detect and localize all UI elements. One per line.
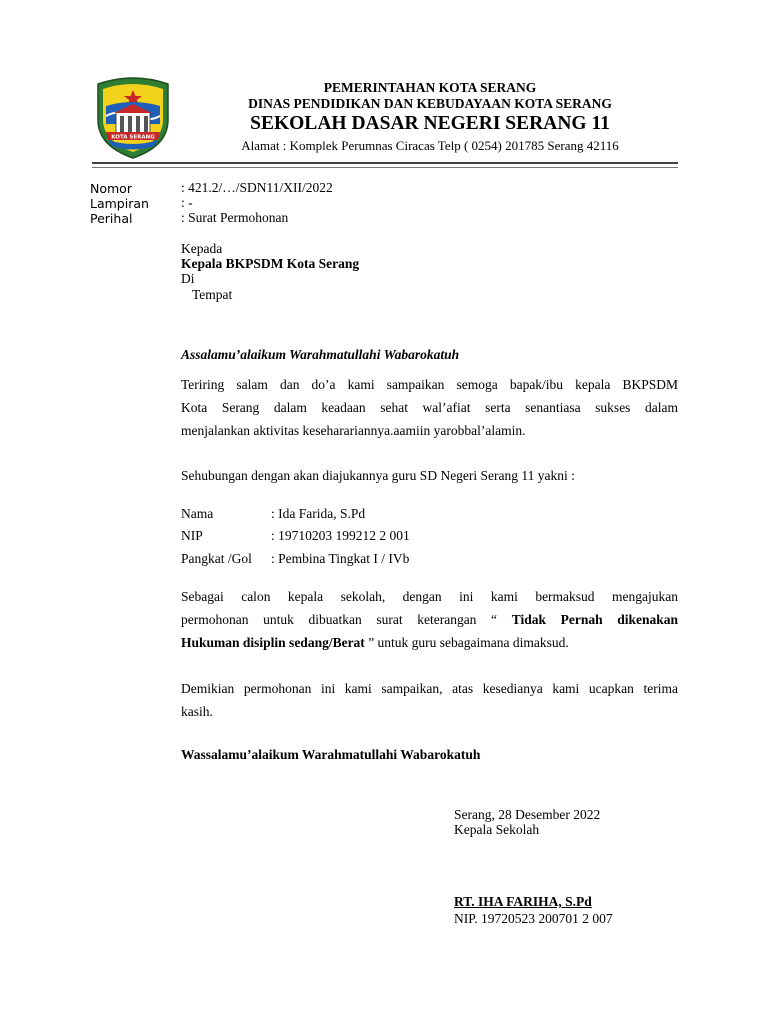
identity-nip-label: NIP bbox=[181, 528, 203, 543]
greeting: Assalamu’alaikum Warahmatullahi Wabarokatuh bbox=[181, 347, 460, 362]
paragraph-line bbox=[181, 631, 678, 654]
recipient-di: Di bbox=[181, 271, 195, 286]
city-logo bbox=[92, 76, 174, 160]
paragraph-opening bbox=[181, 373, 678, 442]
paragraph-line: kasih. bbox=[181, 704, 213, 719]
letterhead-rule-thick bbox=[92, 162, 678, 164]
signature-name: RT. IHA FARIHA, S.Pd bbox=[454, 894, 592, 909]
perihal-label: Perihal bbox=[90, 211, 133, 226]
svg-text:KOTA SERANG: KOTA SERANG bbox=[111, 134, 155, 141]
lampiran-label: Lampiran bbox=[90, 196, 149, 211]
identity-rank-label: Pangkat /Gol bbox=[181, 551, 252, 566]
identity-rank-value: : Pembina Tingkat I / IVb bbox=[271, 551, 410, 566]
paragraph-line: Demikian permohonan ini kami sampaikan, atas kesedianya kami ucapkan terima bbox=[181, 681, 678, 696]
request-text: permohonan untuk dibuatkan surat keterangan “ bbox=[181, 612, 512, 627]
perihal-value: : Surat Permohonan bbox=[181, 210, 289, 225]
government-title: PEMERINTAHAN KOTA SERANG bbox=[323, 80, 537, 95]
paragraph-line: menjalankan aktivitas keseharariannya.aamiin yarobbal’alamin. bbox=[181, 423, 526, 438]
request-text: ” untuk guru sebagaimana dimaksud. bbox=[364, 635, 569, 650]
paragraph-line: Sebagai calon kepala sekolah, dengan ini kami bermaksud mengajukan bbox=[181, 589, 678, 604]
nomor-value: : 421.2/…/SDN11/XII/2022 bbox=[181, 180, 333, 195]
department-title: DINAS PENDIDIKAN DAN KEBUDAYAAN KOTA SERANG bbox=[248, 96, 612, 111]
request-emphasis: Tidak Pernah dikenakan bbox=[511, 612, 678, 627]
request-emphasis: Hukuman disiplin sedang/Berat bbox=[181, 635, 365, 650]
lampiran-value: : - bbox=[181, 195, 193, 210]
letterhead-rule-thin bbox=[92, 167, 678, 168]
nomor-label: Nomor bbox=[90, 181, 132, 196]
signature-place-date: Serang, 28 Desember 2022 bbox=[454, 807, 601, 822]
paragraph-line bbox=[181, 608, 678, 631]
recipient-kepada: Kepada bbox=[181, 241, 223, 256]
recipient-name: Kepala BKPSDM Kota Serang bbox=[181, 256, 360, 271]
paragraph-intro: Sehubungan dengan akan diajukannya guru SD Negeri Serang 11 yakni : bbox=[181, 468, 575, 483]
recipient-tempat: Tempat bbox=[192, 287, 233, 302]
identity-name-label: Nama bbox=[181, 506, 214, 521]
closing-greeting: Wassalamu’alaikum Warahmatullahi Wabarokatuh bbox=[181, 747, 481, 762]
paragraph-line: Kota Serang dalam keadaan sehat wal’afiat serta senantiasa sukses dalam bbox=[181, 400, 678, 415]
paragraph-request bbox=[181, 585, 678, 654]
school-address: Alamat : Komplek Perumnas Ciracas Telp ( 0254) 201785 Serang 42116 bbox=[241, 138, 619, 153]
paragraph-line: Teriring salam dan do’a kami sampaikan semoga bapak/ibu kepala BKPSDM bbox=[181, 377, 678, 392]
paragraph-closing bbox=[181, 677, 678, 723]
signature-position: Kepala Sekolah bbox=[454, 822, 540, 837]
identity-name-value: : Ida Farida, S.Pd bbox=[271, 506, 366, 521]
school-name: SEKOLAH DASAR NEGERI SERANG 11 bbox=[250, 113, 610, 134]
signature-nip: NIP. 19720523 200701 2 007 bbox=[454, 911, 613, 926]
identity-nip-value: : 19710203 199212 2 001 bbox=[271, 528, 410, 543]
